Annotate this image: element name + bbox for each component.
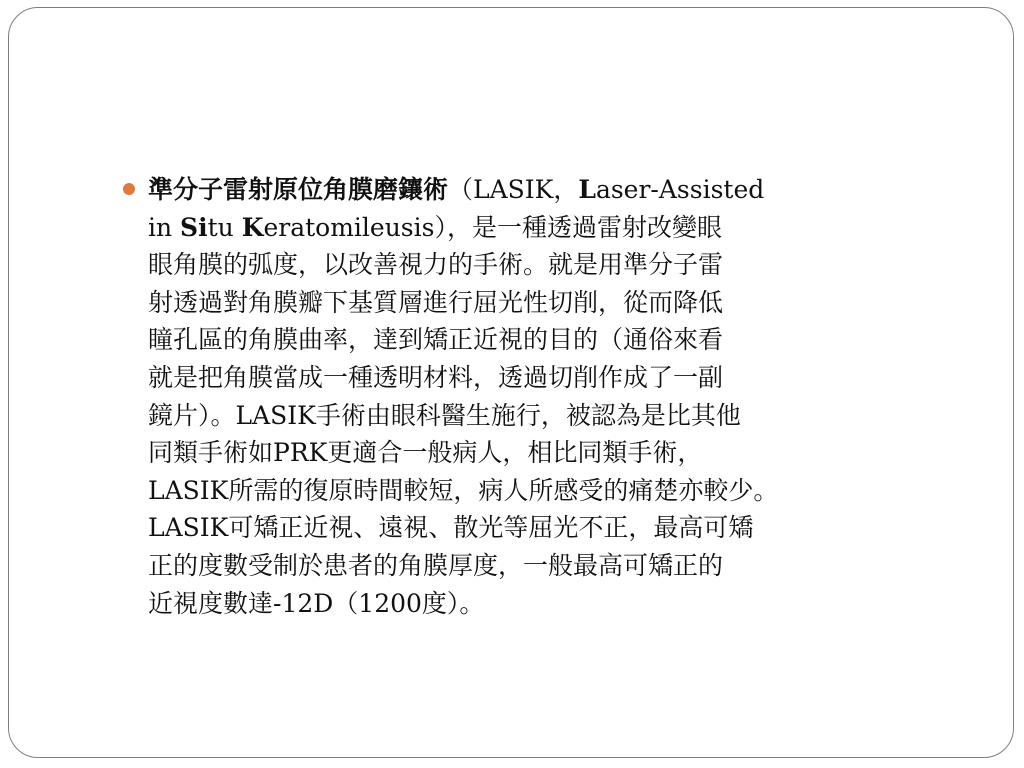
slide-frame bbox=[8, 7, 1014, 758]
text-line-1 bbox=[148, 171, 983, 209]
text-segment: K bbox=[241, 212, 264, 242]
text-line: 瞳孔區的角膜曲率，達到矯正近視的目的（通俗來看 bbox=[148, 325, 724, 355]
text-line: LASIK所需的復原時間較短，病人所感受的痛楚亦較少。 bbox=[148, 475, 779, 505]
text-line: 正的度數受制於患者的角膜厚度，一般最高可矯正的 bbox=[148, 550, 724, 580]
text-segment: aser-Assisted bbox=[595, 175, 765, 204]
text-segment: tu bbox=[207, 212, 242, 242]
text-line: 就是把角膜當成一種透明材料，透過切削作成了一副 bbox=[148, 362, 724, 392]
text-line: 射透過對角膜瓣下基質層進行屈光性切削，從而降低 bbox=[148, 287, 724, 317]
text-line: 眼角膜的弧度，以改善視力的手術。就是用準分子雷 bbox=[148, 250, 724, 280]
text-segment: eratomileusis），是一種透過雷射改變眼 bbox=[263, 212, 722, 242]
text-segment: （LASIK， bbox=[448, 175, 579, 204]
slide-content bbox=[123, 171, 983, 622]
text-line: 近視度數達-12D（1200度）。 bbox=[148, 588, 485, 618]
text-segment: L bbox=[578, 175, 596, 204]
text-segment: in bbox=[148, 212, 181, 242]
bullet-item bbox=[123, 171, 983, 622]
text-line: 同類手術如PRK更適合一般病人，相比同類手術， bbox=[148, 438, 703, 468]
text-line: LASIK可矯正近視、遠視、散光等屈光不正，最高可矯 bbox=[148, 513, 754, 543]
text-line-2 bbox=[148, 209, 983, 247]
term-heading: 準分子雷射原位角膜磨鑲術 bbox=[148, 175, 449, 204]
text-segment: Si bbox=[180, 212, 208, 242]
text-line: 鏡片）。LASIK手術由眼科醫生施行，被認為是比其他 bbox=[148, 400, 741, 430]
bullet-dot-icon bbox=[123, 183, 135, 195]
